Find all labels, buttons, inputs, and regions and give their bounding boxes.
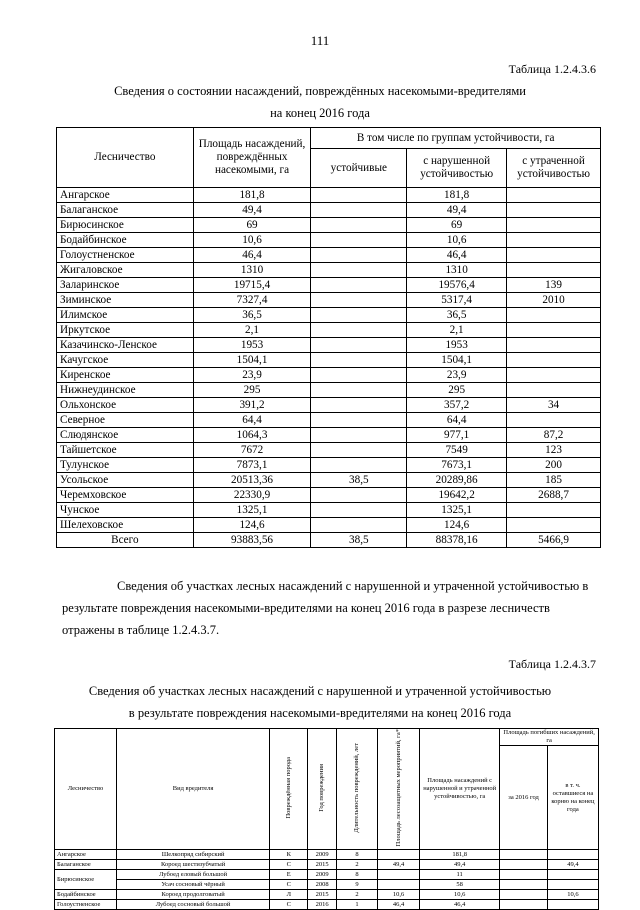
table-row (55, 860, 599, 870)
t1-cell-disturbed: 1504,1 (407, 353, 507, 368)
t1-cell-lost: 139 (507, 278, 601, 293)
t2-cell-remaining (547, 850, 598, 860)
t2-header-dead: Площадь погибших насаждений, га (500, 729, 599, 746)
t1-cell-area: 391,2 (193, 398, 311, 413)
t1-cell-forestry: Ангарское (57, 188, 194, 203)
t1-cell-forestry: Тулунское (57, 458, 194, 473)
paragraph-line: отражены в таблице 1.2.4.3.7. (62, 623, 220, 637)
table1-title-line2: на конец 2016 года (270, 106, 370, 120)
t2-cell-disturbed: 58 (420, 880, 500, 890)
t2-cell-measures: 46,4 (378, 900, 420, 910)
summary-paragraph (62, 575, 600, 641)
t2-cell-pest: Короед продолговатый (117, 890, 270, 900)
t1-cell-stable: 38,5 (311, 473, 407, 488)
t2-header-duration-text: Длительность повреждений, лет (352, 742, 360, 833)
t1-cell-area: 7327,4 (193, 293, 311, 308)
t2-cell-species: Е (270, 870, 308, 880)
t1-total-stable: 38,5 (311, 533, 407, 548)
table-row (57, 443, 601, 458)
table2 (54, 728, 599, 910)
t1-cell-stable (311, 443, 407, 458)
t2-cell-species: С (270, 880, 308, 890)
t1-cell-lost (507, 308, 601, 323)
t2-cell-duration: 9 (336, 880, 377, 890)
paragraph-line: результате повреждения насекомыми-вредителями на конец 2016 года в разрезе лесничеств (62, 601, 550, 615)
table-row (57, 263, 601, 278)
t1-cell-area: 69 (193, 218, 311, 233)
t1-cell-area: 1325,1 (193, 503, 311, 518)
t1-cell-forestry: Иркутское (57, 323, 194, 338)
table-row (57, 323, 601, 338)
t1-cell-disturbed: 1953 (407, 338, 507, 353)
t1-total-lost: 5466,9 (507, 533, 601, 548)
t1-cell-disturbed: 977,1 (407, 428, 507, 443)
t1-cell-area: 1504,1 (193, 353, 311, 368)
t1-cell-forestry: Нижнеудинское (57, 383, 194, 398)
t1-cell-disturbed: 181,8 (407, 188, 507, 203)
t1-cell-stable (311, 428, 407, 443)
table-row (57, 503, 601, 518)
t1-cell-forestry: Голоустненское (57, 248, 194, 263)
page-number: 111 (310, 33, 330, 48)
t2-cell-year: 2015 (308, 890, 336, 900)
t1-total-disturbed: 88378,16 (407, 533, 507, 548)
t1-cell-stable (311, 218, 407, 233)
t2-cell-forestry: Ангарское (55, 850, 117, 860)
t1-cell-disturbed: 10,6 (407, 233, 507, 248)
t1-cell-area: 10,6 (193, 233, 311, 248)
paragraph-line: Сведения об участках лесных насаждений с нарушенной и утраченной устойчивостью в (117, 579, 589, 593)
t2-cell-dead2016 (500, 850, 548, 860)
t1-cell-lost (507, 203, 601, 218)
t2-cell-dead2016 (500, 880, 548, 890)
t1-cell-lost: 34 (507, 398, 601, 413)
t2-cell-measures (378, 880, 420, 890)
t1-cell-area: 2,1 (193, 323, 311, 338)
table-row (57, 518, 601, 533)
t2-cell-disturbed: 10,6 (420, 890, 500, 900)
t1-cell-disturbed: 69 (407, 218, 507, 233)
t1-cell-disturbed: 7549 (407, 443, 507, 458)
t1-cell-forestry: Качугское (57, 353, 194, 368)
t1-cell-disturbed: 295 (407, 383, 507, 398)
t2-cell-disturbed: 46,4 (420, 900, 500, 910)
t1-cell-lost (507, 248, 601, 263)
t1-cell-forestry: Бодайбинское (57, 233, 194, 248)
table-row (57, 203, 601, 218)
table-row (57, 368, 601, 383)
t2-cell-forestry: Голоустненское (55, 900, 117, 910)
t1-cell-area: 295 (193, 383, 311, 398)
t1-cell-lost (507, 188, 601, 203)
t1-cell-area: 22330,9 (193, 488, 311, 503)
table-row (57, 413, 601, 428)
t1-cell-stable (311, 233, 407, 248)
table-row (55, 850, 599, 860)
t2-header-measures (378, 729, 420, 850)
t2-cell-year: 2016 (308, 900, 336, 910)
t1-cell-area: 20513,36 (193, 473, 311, 488)
t2-cell-species: С (270, 860, 308, 870)
t1-cell-disturbed: 124,6 (407, 518, 507, 533)
t2-cell-year: 2009 (308, 870, 336, 880)
t2-cell-duration: 8 (336, 870, 377, 880)
t2-cell-remaining: 49,4 (547, 860, 598, 870)
t2-cell-disturbed: 181,8 (420, 850, 500, 860)
table-row (55, 880, 599, 890)
t1-cell-disturbed: 64,4 (407, 413, 507, 428)
t1-cell-lost: 185 (507, 473, 601, 488)
t1-cell-lost (507, 383, 601, 398)
table-row (57, 488, 601, 503)
t1-cell-forestry: Тайшетское (57, 443, 194, 458)
t1-total-area: 93883,56 (193, 533, 311, 548)
t1-cell-forestry: Заларинское (57, 278, 194, 293)
t2-cell-species: С (270, 900, 308, 910)
t1-cell-stable (311, 458, 407, 473)
t2-cell-remaining (547, 880, 598, 890)
t1-cell-disturbed: 357,2 (407, 398, 507, 413)
t2-cell-pest: Усач сосновый чёрный (117, 880, 270, 890)
t2-cell-remaining (547, 870, 598, 880)
t1-cell-lost: 200 (507, 458, 601, 473)
t1-cell-disturbed: 46,4 (407, 248, 507, 263)
t1-cell-area: 1064,3 (193, 428, 311, 443)
t2-header-duration (336, 729, 377, 850)
table2-caption: Таблица 1.2.4.3.7 (508, 657, 596, 671)
t2-header-measures-text: Площадь лесозащитных мероприятий, га* (394, 729, 402, 847)
t1-cell-forestry: Жигаловское (57, 263, 194, 278)
table-row (57, 458, 601, 473)
t1-cell-area: 19715,4 (193, 278, 311, 293)
table-row (55, 890, 599, 900)
t2-cell-disturbed: 11 (420, 870, 500, 880)
t1-cell-lost (507, 338, 601, 353)
t2-cell-measures: 49,4 (378, 860, 420, 870)
t1-cell-forestry: Северное (57, 413, 194, 428)
t1-cell-lost (507, 263, 601, 278)
t2-header-forestry: Лесничество (55, 729, 117, 850)
table2-title: Сведения об участках лесных насаждений с нарушенной и утраченной устойчивостью (88, 684, 552, 698)
t1-cell-lost (507, 218, 601, 233)
table1 (56, 127, 601, 548)
t1-cell-forestry: Ольхонское (57, 398, 194, 413)
t2-cell-measures (378, 870, 420, 880)
t2-header-species (270, 729, 308, 850)
t1-cell-lost: 123 (507, 443, 601, 458)
t1-cell-lost (507, 413, 601, 428)
table-row (57, 353, 601, 368)
t1-cell-forestry: Зиминское (57, 293, 194, 308)
t1-cell-forestry: Балаганское (57, 203, 194, 218)
t1-cell-lost (507, 503, 601, 518)
t2-cell-pest: Лубоед еловый большой (117, 870, 270, 880)
t1-cell-stable (311, 383, 407, 398)
t1-cell-stable (311, 188, 407, 203)
t1-cell-stable (311, 248, 407, 263)
t1-total-forestry: Всего (57, 533, 194, 548)
table-row (57, 188, 601, 203)
t2-cell-duration: 2 (336, 890, 377, 900)
t1-cell-disturbed: 19576,4 (407, 278, 507, 293)
t1-cell-stable (311, 503, 407, 518)
t2-cell-disturbed: 49,4 (420, 860, 500, 870)
t1-cell-stable (311, 293, 407, 308)
t1-cell-disturbed: 1325,1 (407, 503, 507, 518)
t1-cell-stable (311, 278, 407, 293)
t1-cell-area: 7873,1 (193, 458, 311, 473)
t1-cell-area: 23,9 (193, 368, 311, 383)
t2-cell-species: К (270, 850, 308, 860)
t1-header-groups: В том числе по группам устойчивости, га (311, 128, 601, 149)
t1-cell-disturbed: 1310 (407, 263, 507, 278)
t1-cell-forestry: Киренское (57, 368, 194, 383)
t1-cell-lost (507, 323, 601, 338)
t2-cell-forestry: Бирюсинское (55, 870, 117, 890)
t1-cell-area: 1953 (193, 338, 311, 353)
table-row (57, 293, 601, 308)
t1-cell-stable (311, 518, 407, 533)
t2-header-year-text: Год повреждения (318, 763, 326, 812)
t1-cell-area: 1310 (193, 263, 311, 278)
table1-caption: Таблица 1.2.4.3.6 (508, 62, 596, 76)
t1-cell-lost (507, 368, 601, 383)
t1-cell-disturbed: 36,5 (407, 308, 507, 323)
table-row (57, 248, 601, 263)
table-row (57, 233, 601, 248)
t2-cell-duration: 2 (336, 860, 377, 870)
t1-cell-lost: 2688,7 (507, 488, 601, 503)
t2-cell-dead2016 (500, 870, 548, 880)
t1-cell-area: 181,8 (193, 188, 311, 203)
t1-cell-disturbed: 7673,1 (407, 458, 507, 473)
t1-cell-area: 124,6 (193, 518, 311, 533)
t2-header-pest: Вид вредителя (117, 729, 270, 850)
t1-cell-stable (311, 368, 407, 383)
t1-cell-lost (507, 518, 601, 533)
t1-header-stable: устойчивые (311, 149, 407, 188)
t1-cell-lost: 2010 (507, 293, 601, 308)
t1-cell-stable (311, 488, 407, 503)
t2-cell-duration: 8 (336, 850, 377, 860)
t1-cell-disturbed: 5317,4 (407, 293, 507, 308)
t2-cell-remaining: 10,6 (547, 890, 598, 900)
table-row (57, 308, 601, 323)
t2-cell-measures (378, 850, 420, 860)
t1-cell-disturbed: 2,1 (407, 323, 507, 338)
t1-cell-stable (311, 308, 407, 323)
table-row (57, 398, 601, 413)
t1-cell-stable (311, 398, 407, 413)
table1-title: Сведения о состоянии насаждений, повреждённых насекомыми-вредителями (114, 84, 526, 98)
t1-cell-lost (507, 353, 601, 368)
t1-cell-forestry: Илимское (57, 308, 194, 323)
t1-cell-area: 49,4 (193, 203, 311, 218)
t2-header-dead-remaining: в т. ч. оставшиеся на корню на конец года (547, 746, 598, 850)
t1-cell-forestry: Чунское (57, 503, 194, 518)
t2-cell-species: Л (270, 890, 308, 900)
t2-header-dead-2016: за 2016 год (500, 746, 548, 850)
t1-cell-forestry: Шелеховское (57, 518, 194, 533)
t2-cell-year: 2015 (308, 860, 336, 870)
t1-cell-forestry: Казачинско-Ленское (57, 338, 194, 353)
t1-cell-stable (311, 203, 407, 218)
t1-header-forestry: Лесничество (57, 128, 194, 188)
t1-cell-stable (311, 323, 407, 338)
t2-cell-year: 2008 (308, 880, 336, 890)
t1-cell-forestry: Черемховское (57, 488, 194, 503)
table2-title-line2: в результате повреждения насекомыми-вредителями на конец 2016 года (128, 706, 512, 720)
table-row (57, 473, 601, 488)
t2-cell-pest: Короед шестизубчатый (117, 860, 270, 870)
t1-cell-area: 64,4 (193, 413, 311, 428)
t1-header-lost: с утраченной устойчивостью (507, 149, 601, 188)
t1-cell-stable (311, 338, 407, 353)
t2-cell-dead2016 (500, 890, 548, 900)
t1-header-disturbed: с нарушенной устойчивостью (407, 149, 507, 188)
t2-cell-forestry: Бодайбинское (55, 890, 117, 900)
table-row (57, 278, 601, 293)
t2-cell-dead2016 (500, 860, 548, 870)
t1-cell-disturbed: 20289,86 (407, 473, 507, 488)
total-row (57, 533, 601, 548)
t1-cell-lost: 87,2 (507, 428, 601, 443)
t1-cell-area: 46,4 (193, 248, 311, 263)
t2-cell-pest: Шелкопряд сибирский (117, 850, 270, 860)
t2-cell-year: 2009 (308, 850, 336, 860)
t1-cell-forestry: Бирюсинское (57, 218, 194, 233)
t1-cell-stable (311, 263, 407, 278)
t1-cell-disturbed: 49,4 (407, 203, 507, 218)
t2-header-species-text: Повреждённая порода (284, 756, 292, 819)
t1-cell-lost (507, 233, 601, 248)
t1-cell-forestry: Усольское (57, 473, 194, 488)
t2-header-disturbed: Площадь насаждений с нарушенной и утраченной устойчивостью, га (420, 729, 500, 850)
t1-cell-forestry: Слюдянское (57, 428, 194, 443)
table-row (57, 338, 601, 353)
t1-cell-stable (311, 353, 407, 368)
t1-cell-area: 36,5 (193, 308, 311, 323)
t2-cell-measures: 10,6 (378, 890, 420, 900)
t1-cell-disturbed: 23,9 (407, 368, 507, 383)
t2-cell-forestry: Балаганское (55, 860, 117, 870)
table-row (57, 383, 601, 398)
table-row (55, 870, 599, 880)
t1-cell-stable (311, 413, 407, 428)
t1-cell-area: 7672 (193, 443, 311, 458)
t2-header-year (308, 729, 336, 850)
t2-cell-duration: 1 (336, 900, 377, 910)
t2-cell-pest: Лубоед сосновый большой (117, 900, 270, 910)
table-row (57, 218, 601, 233)
t1-header-area: Площадь насаждений, повреждённых насекомыми, га (193, 128, 311, 188)
t1-cell-disturbed: 19642,2 (407, 488, 507, 503)
table-row (57, 428, 601, 443)
